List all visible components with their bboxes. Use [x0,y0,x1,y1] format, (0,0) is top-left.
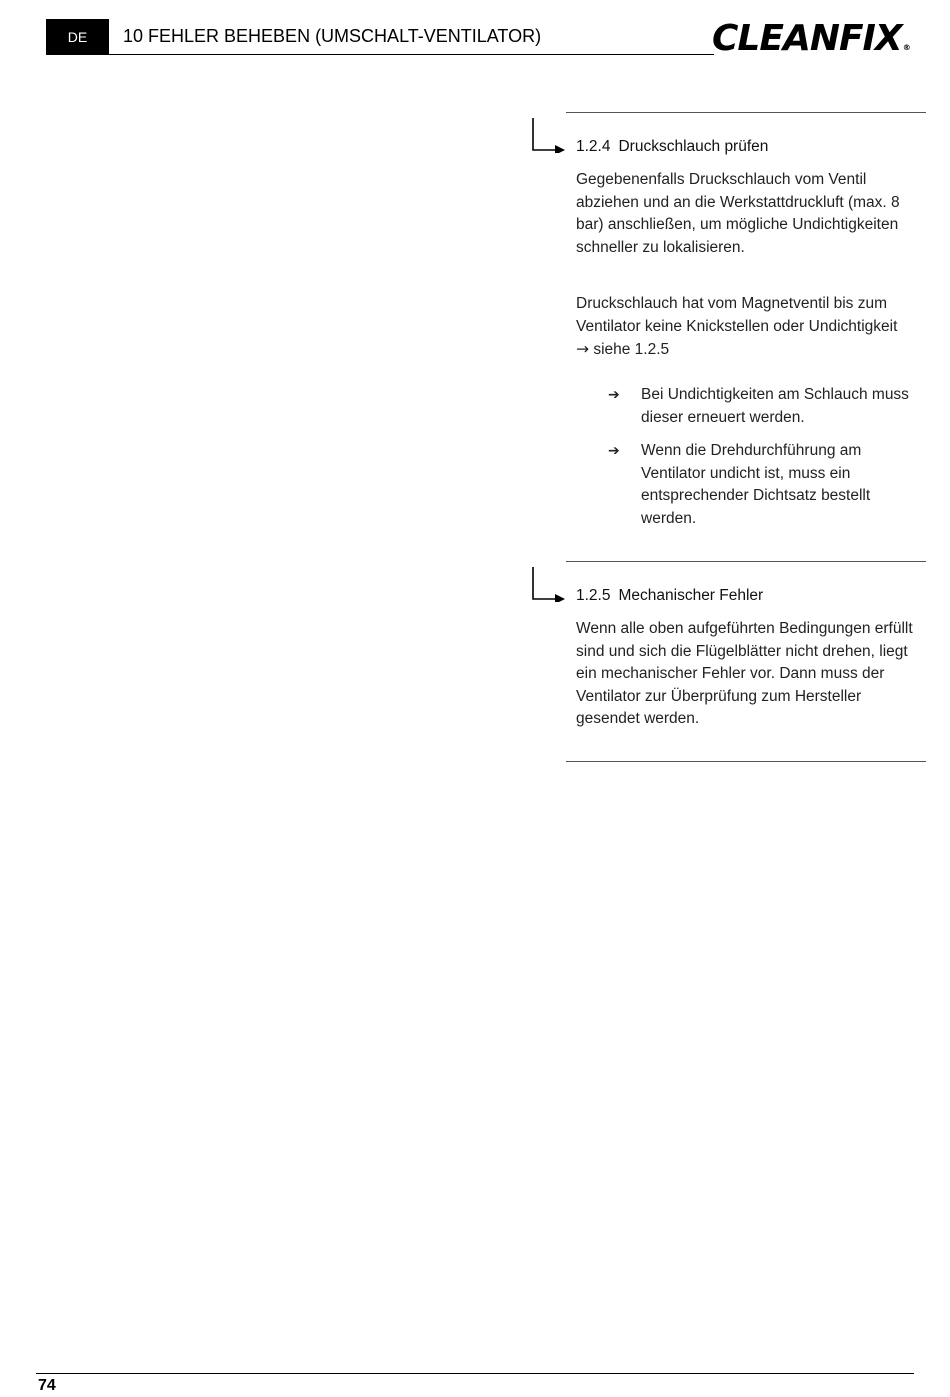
section-divider [566,112,926,113]
paragraph [576,293,921,362]
registered-mark: ® [902,43,910,52]
step-connector-icon [531,117,567,153]
list-item-text: Wenn die Drehdurchführung am Ventilator undicht ist, muss ein entsprechender Dichtsatz bestellt werden. [641,442,871,527]
list-item [608,384,924,429]
step-connector-icon [531,566,567,602]
paragraph: Wenn alle oben aufgeführten Bedingungen erfüllt sind und sich die Flügelblätter nicht drehen, liegt ein mechanischer Fehler vor. Dann muss der Ventilator zur Überprüfung zum Hersteller gesendet werden. [576,620,913,727]
chapter-title: 10 FEHLER BEHEBEN (UMSCHALT-VENTILATOR) [123,26,542,46]
see-also-reference: siehe 1.2.5 [593,341,670,358]
section-divider [566,561,926,562]
header-divider [46,54,714,55]
section-title: Mechanischer Fehler [618,587,764,604]
section-number: 1.2.4 [576,138,611,155]
list-item-text: Bei Undichtigkeiten am Schlauch muss dieser erneuert werden. [641,386,909,426]
paragraph-text: Druckschlauch hat vom Magnetventil bis zum Ventilator keine Knickstellen oder Undichtigkeit [576,295,898,335]
paragraph: Gegebenenfalls Druckschlauch vom Ventil abziehen und an die Werkstattdruckluft (max. 8 bar) anschließen, um mögliche Undichtigkeiten schneller zu lokalisieren. [576,171,900,256]
bullet-arrow-icon: ➔ [608,443,620,459]
list-item [608,440,924,530]
cleanfix-logo [712,14,910,64]
language-badge [46,19,109,55]
section-divider [566,761,926,762]
footer-divider [36,1373,914,1374]
page-number: 74 [38,1377,56,1394]
section-number: 1.2.5 [576,587,611,604]
logo-text: CLEANFIX [712,18,902,59]
right-arrow-icon: → [576,340,589,358]
section-heading-1-2-5 [576,587,763,605]
section-title: Druckschlauch prüfen [618,138,769,155]
language-label: DE [67,29,88,45]
section-heading-1-2-4 [576,138,768,156]
bullet-arrow-icon: ➔ [608,387,620,403]
